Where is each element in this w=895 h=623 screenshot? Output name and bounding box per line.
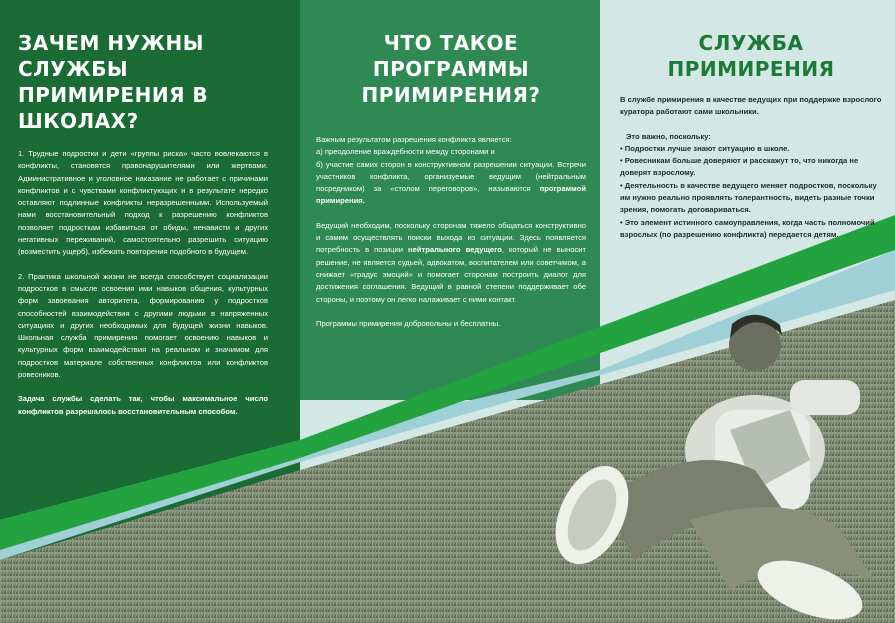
- column-1-title: ЗАЧЕМ НУЖНЫ СЛУЖБЫ ПРИМИРЕНИЯ В ШКОЛАХ?: [18, 31, 209, 133]
- column-2-paragraph-2: [316, 220, 586, 306]
- column-2-paragraph-2-text-a: Ведущий необходим, поскольку сторонам тяжело общаться конструктивно и самим осуществлять поиски выхода из ситуации. Здесь появляется потребность в позиции: [316, 220, 586, 255]
- column-2-paragraph-2-text-b: , который не выносит решение, не является судьей, адвокатом, воспитателем или советчиком, а снижает «градус эмоций» и помогает сторонам построить диалог для достижения соглашения. Ведущий в равной степени поддерживает обе стороны, и поэтому он легко налаживает с ними контакт.: [316, 245, 586, 304]
- column-why-reconciliation-services: [18, 30, 268, 430]
- column-2-paragraph-1: [316, 134, 586, 208]
- column-3-list-item: • Это элемент истинного самоуправления, когда часть полномочий взрослых (по разрешению конфликта) передается детям.: [620, 217, 875, 239]
- column-3-list-item: • Ровесникам больше доверяют и расскажут то, что никогда не доверят взрослому.: [620, 156, 859, 178]
- column-what-are-programs: [316, 30, 586, 342]
- column-2-title: ЧТО ТАКОЕ ПРОГРАММЫ ПРИМИРЕНИЯ?: [361, 31, 541, 107]
- column-reconciliation-service: [620, 30, 882, 241]
- column-3-list-item: • Деятельность в качестве ведущего меняет подростков, поскольку им нужно реально проявлять толерантность, видеть разные точки зрения, помогать договариваться.: [620, 180, 877, 215]
- column-2-paragraph-1-text: Важным результатом разрешения конфликта является: а) преодоление враждебности между сторонами и б) участие самих сторон в конструктивном разрешении ситуации. Встречи участников конфликта, организуемые ведущим (нейтральным посредником) за «столом переговоров», называются: [316, 135, 586, 194]
- column-2-paragraph-1-emphasis: программой примирения.: [316, 184, 586, 206]
- boy-lying-on-grass-photo: [540, 290, 895, 623]
- column-1-paragraph-3: Задача службы сделать так, чтобы максимальное число конфликтов разрешалось восстановительным способом.: [18, 394, 268, 416]
- column-1-paragraph-1: 1. Трудные подростки и дети «группы риска» часто вовлекаются в конфликты, становятся правонарушителями или жертвами. Административное и уголовное наказание не работает с причинами конфликтов и с чувствами конфликтующих и в результате нередко оставляют подлинные конфликты неразрешенными. Используемый нами восстановительный подход к разрешению конфликтов позволяет подросткам избавиться от обиды, ненависти и других негативных переживаний, самостоятельно разрешить ситуацию (возместить ущерб), избежать повторения подобного в будущем.: [18, 149, 268, 257]
- column-3-title: СЛУЖБА ПРИМИРЕНИЯ: [667, 31, 835, 81]
- column-3-paragraph-2: Это важно, поскольку:: [626, 131, 711, 141]
- column-2-paragraph-2-emphasis: нейтрального ведущего: [408, 245, 502, 255]
- column-3-list-item: • Подростки лучше знают ситуацию в школе.: [620, 143, 790, 153]
- column-1-paragraph-2: 2. Практика школьной жизни не всегда способствует социализации подростков в смысле освоения ими навыков общения, культурных форм завоевания авторитета, формированию у подростков способностей взаимодействия с другими людьми в напряженных ситуациях и других необходимых для будущей жизни навыков. Школьная служба примирения помогает освоению навыков и культурных форм взаимодействия на реальном и значимом для подростков материале собственных конфликтов или конфликтов ровесников.: [18, 271, 268, 380]
- column-2-paragraph-3: Программы примирения добровольны и бесплатны.: [316, 318, 501, 328]
- column-3-paragraph-1: В службе примирения в качестве ведущих при поддержке взрослого куратора работают сами школьники.: [620, 95, 882, 117]
